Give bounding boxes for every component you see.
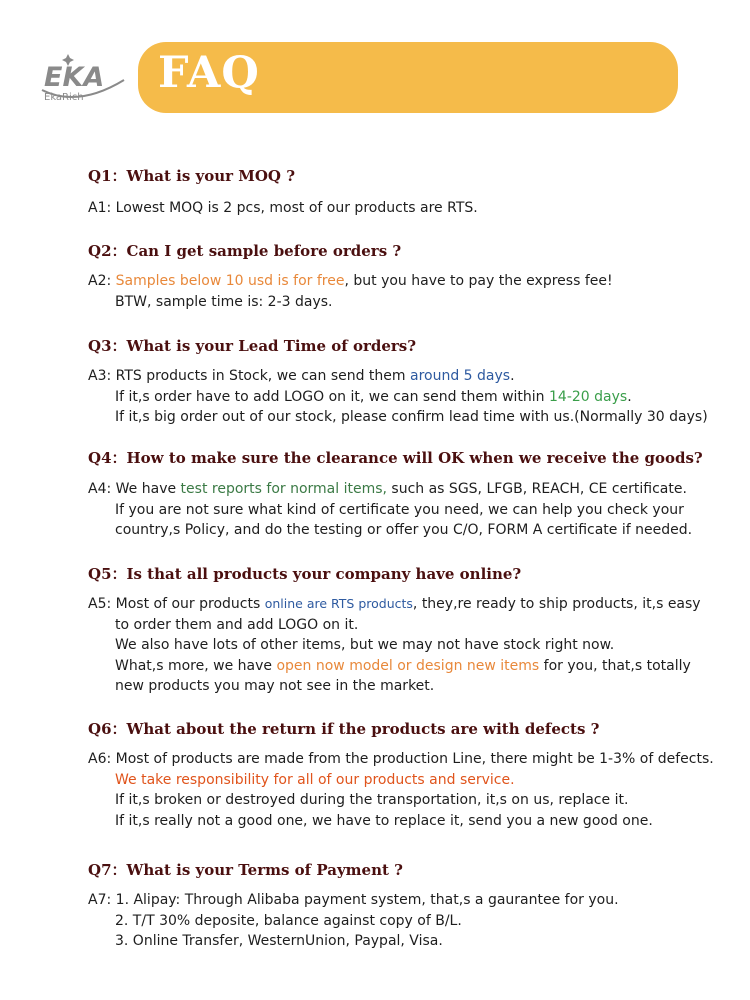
faq-banner xyxy=(138,42,678,113)
answer-2: A2: Samples below 10 usd is for free, but you have to pay the express fee! BTW, sample time is: 2-3 days. xyxy=(88,273,613,310)
question-7: Q7：What is your Terms of Payment ? xyxy=(88,861,403,879)
question-2: Q2：Can I get sample before orders ? xyxy=(88,242,402,260)
answer-7: A7: 1. Alipay: Through Alibaba payment system, that,s a gaurantee for you. 2. T/T 30% deposite, balance against copy of B/L. 3. Online Transfer, WesternUnion, Paypal, Visa. xyxy=(88,892,619,949)
answer-3: A3: RTS products in Stock, we can send them around 5 days. If it,s order have to add LOGO on it, we can send them within 14-20 days. If it,s big order out of our stock, please confirm lead time with us.(Normally 30 days) xyxy=(88,368,708,425)
highlight-14-20-days: 14-20 days xyxy=(549,388,628,405)
highlight-5-days: around 5 days xyxy=(410,368,511,384)
answer-1: A1: Lowest MOQ is 2 pcs, most of our products are RTS. xyxy=(88,200,478,216)
question-6: Q6：What about the return if the products are with defects ? xyxy=(88,720,600,738)
highlight-responsibility: We take responsibility for all of our products and service. xyxy=(115,771,515,788)
brand-logo xyxy=(38,50,128,106)
logo-text: EKA xyxy=(44,62,105,93)
answer-5: A5: Most of our products online are RTS products, they,re ready to ship products, it,s easy to order them and add LOGO on it. We also have lots of other items, but we may not have stock right now. What,s more, we have open now model or design new items for you, that,s totally new products you may not see in the market. xyxy=(88,596,701,694)
highlight-rts-products: online are RTS products xyxy=(264,596,413,611)
highlight-new-items: open now model or design new items xyxy=(276,657,540,674)
answer-4: A4: We have test reports for normal items, such as SGS, LFGB, REACH, CE certificate. If you are not sure what kind of certificate you need, we can help you check your country,s Policy, and do the testing or offer you C/O, FORM A certificate if needed. xyxy=(88,481,693,538)
highlight-free-samples: Samples below 10 usd is for free xyxy=(115,273,345,289)
question-1: Q1：What is your MOQ ? xyxy=(88,167,295,185)
answer-6: A6: Most of products are made from the production Line, there might be 1-3% of defects. We take responsibility for all of our products and service. If it,s broken or destroyed during the transportation, it,s on us, replace it. If it,s really not a good one, we have to replace it, send you a new good one. xyxy=(88,751,714,829)
logo-graphic xyxy=(38,50,128,106)
page-title: FAQ xyxy=(158,48,260,98)
question-3: Q3：What is your Lead Time of orders? xyxy=(88,337,417,355)
question-5: Q5：Is that all products your company have online? xyxy=(88,565,522,583)
logo-subtext: EkaRich xyxy=(44,92,84,103)
question-4: Q4：How to make sure the clearance will OK when we receive the goods? xyxy=(88,449,703,467)
highlight-test-reports: test reports for normal items, xyxy=(180,481,387,497)
